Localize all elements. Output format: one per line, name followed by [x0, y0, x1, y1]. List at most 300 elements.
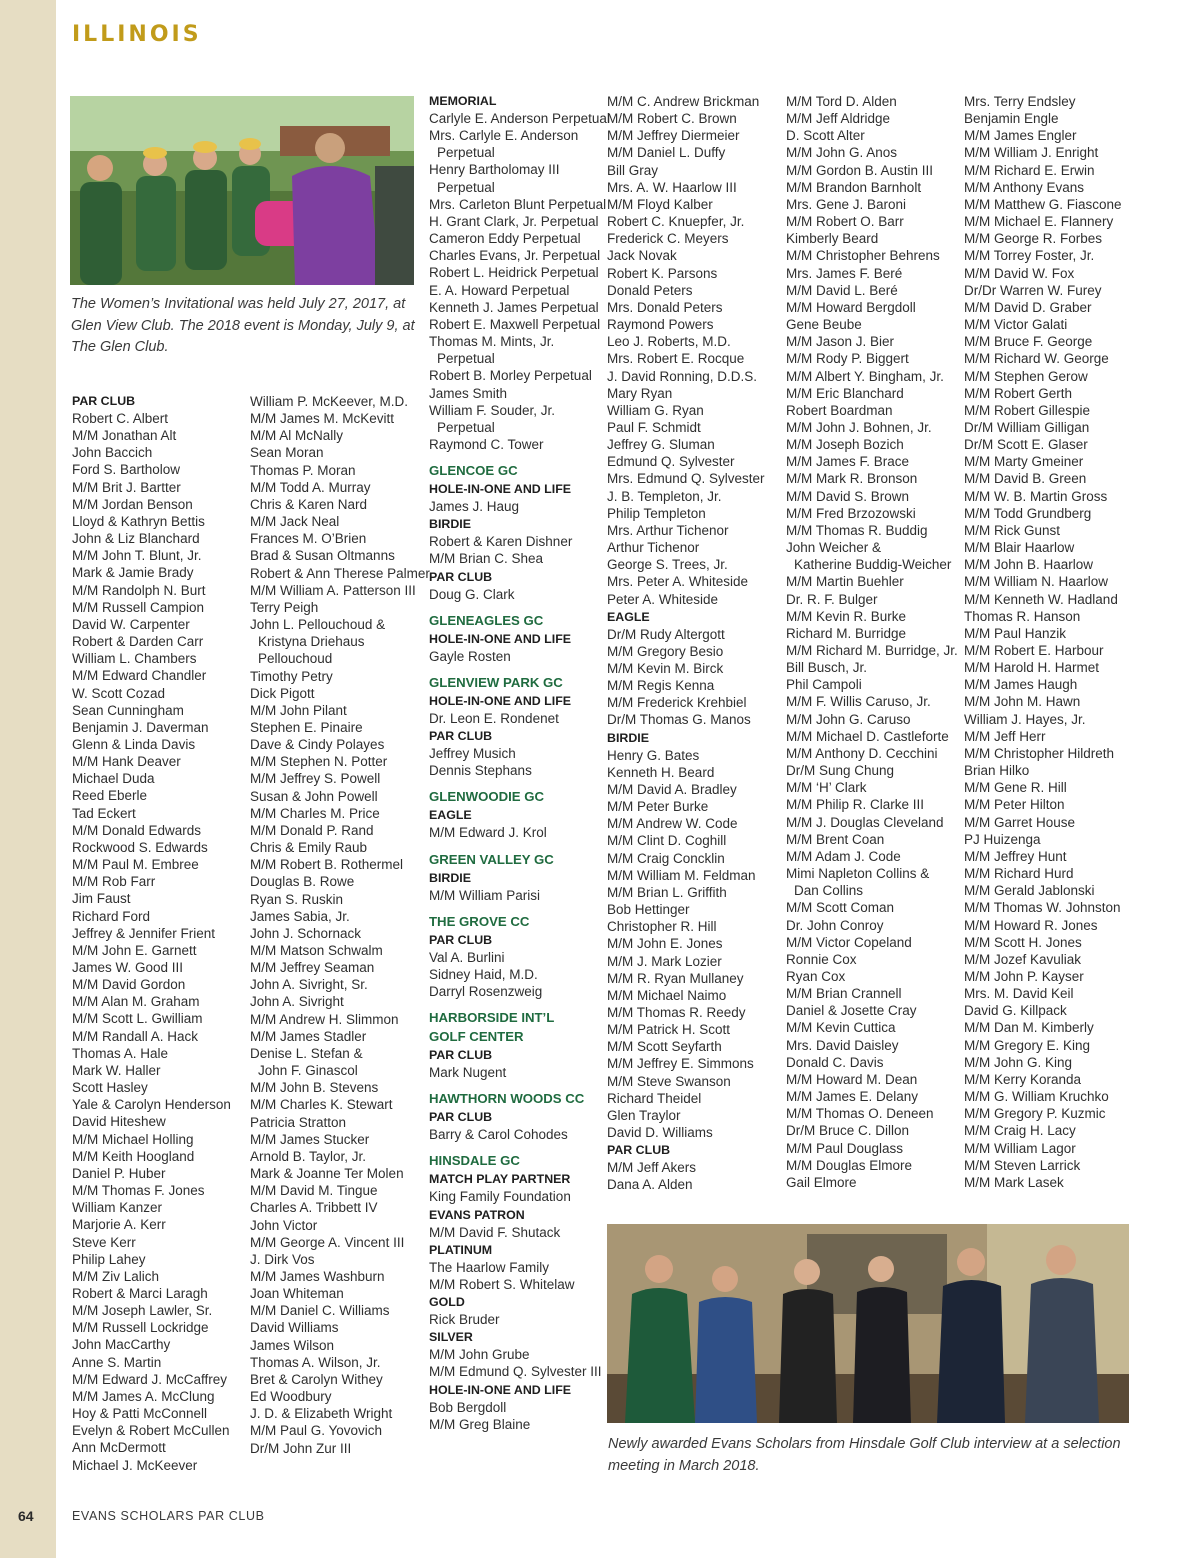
donor-name: John J. Schornack [250, 925, 362, 941]
donor-name: M/M Scott L. Gwilliam [72, 1011, 203, 1027]
donor-name: Ryan S. Ruskin [250, 891, 344, 907]
donor-name: M/M David D. Graber [964, 299, 1092, 315]
donor-name: Dr/M Scott E. Glaser [964, 437, 1088, 453]
donor-name: M/M Daniel L. Duffy [607, 145, 726, 161]
donor-name: M/M Jordan Benson [72, 496, 193, 512]
donor-name: Robert Boardman [786, 402, 893, 418]
donor-name: M/M Christopher Behrens [786, 248, 940, 264]
donor-name: M/M Jack Neal [250, 514, 340, 530]
donor-name: M/M James Washburn [250, 1268, 385, 1284]
donor-name: M/M William N. Haarlow [964, 574, 1109, 590]
donor-name: M/M David W. Fox [964, 265, 1075, 281]
donor-name: M/M David F. Shutack [429, 1224, 561, 1240]
donor-name: M/M Peter Burke [607, 799, 709, 815]
donor-name: M/M Howard M. Dean [786, 1071, 918, 1087]
donor-name-continued: Pellouchoud [258, 651, 333, 667]
donor-name: William P. McKeever, M.D. [250, 394, 409, 409]
donor-name: M/M Rody P. Biggert [786, 351, 909, 367]
club-heading: HAWTHORN WOODS CC [429, 1091, 585, 1107]
donor-name: M/M Ziv Lalich [72, 1268, 160, 1284]
donor-name: M/M Jeffrey E. Simmons [607, 1056, 754, 1072]
donor-name: M/M Michael Naimo [607, 987, 727, 1003]
donor-name: M/M Richard Hurd [964, 866, 1074, 882]
club-heading: HARBORSIDE INT’L [429, 1010, 555, 1026]
donor-name: M/M James F. Brace [786, 454, 910, 470]
donor-name: Patricia Stratton [250, 1114, 347, 1130]
donor-name: M/M Thomas R. Buddig [786, 522, 928, 538]
donor-name: E. A. Howard Perpetual [429, 282, 570, 298]
donor-name: M/M David A. Bradley [607, 781, 737, 797]
donor-name: Glen Traylor [607, 1107, 681, 1123]
category-heading: EVANS PATRON [429, 1207, 525, 1222]
donor-name: M/M Peter Hilton [964, 797, 1065, 813]
donor-name: M/M Marty Gmeiner [964, 454, 1084, 470]
state-title: ILLINOIS [72, 22, 202, 47]
donor-name: Mark & Jamie Brady [72, 565, 194, 581]
donor-name: M/M Patrick H. Scott [607, 1022, 731, 1038]
donor-name: John & Liz Blanchard [72, 531, 200, 547]
donor-name: M/M George R. Forbes [964, 231, 1103, 247]
donor-name: Dr/M William Gilligan [964, 419, 1090, 435]
donor-name-continued: Kristyna Driehaus [258, 634, 365, 650]
donor-name: M/M Philip R. Clarke III [786, 797, 925, 813]
donor-name: M/M John M. Hawn [964, 694, 1081, 710]
donor-name: D. Scott Alter [786, 128, 865, 144]
donor-name: M/M Brian L. Griffith [607, 884, 727, 900]
donor-name: Michael J. McKeever [72, 1457, 198, 1473]
club-heading: GOLF CENTER [429, 1029, 524, 1045]
category-heading: PLATINUM [429, 1242, 493, 1257]
club-heading: GLENWOODIE GC [429, 789, 545, 805]
donor-name: John Weicher & [786, 540, 882, 556]
donor-name: M/M Michael D. Castleforte [786, 728, 949, 744]
donor-name: M/M Jozef Kavuliak [964, 951, 1082, 967]
donor-name: Benjamin Engle [964, 111, 1059, 127]
donor-name: Jeffrey & Jennifer Frient [72, 925, 216, 941]
donor-name: Dave & Cindy Polayes [250, 737, 385, 753]
donor-name: M/M Todd A. Murray [250, 479, 371, 495]
category-heading: PAR CLUB [72, 394, 136, 408]
donor-name: Mrs. Carleton Blunt Perpetual [429, 196, 607, 212]
donor-name: Mrs. Carlyle E. Anderson [429, 128, 579, 144]
donor-name: Raymond Powers [607, 317, 714, 333]
donor-name: M/M John B. Haarlow [964, 557, 1094, 573]
donor-name: Mrs. Arthur Tichenor [607, 522, 729, 538]
donor-name: M/M Gregory P. Kuzmic [964, 1106, 1106, 1122]
donor-name: M/M ‘H’ Clark [786, 780, 867, 796]
donor-name: M/M Joseph Bozich [786, 437, 904, 453]
donor-name: M/M Scott Seyfarth [607, 1039, 722, 1055]
donor-name: Bill Gray [607, 162, 659, 178]
club-heading: GREEN VALLEY GC [429, 851, 554, 867]
donor-name: Christopher R. Hill [607, 919, 717, 935]
womens-invitational-photo [70, 96, 414, 285]
donor-name: M/M Donald P. Rand [250, 822, 374, 838]
donor-name: M/M Gerald Jablonski [964, 883, 1095, 899]
donor-name: M/M Donald Edwards [72, 822, 202, 838]
donor-name: M/M Robert S. Whitelaw [429, 1276, 575, 1292]
donor-name: M/M Matson Schwalm [250, 943, 383, 958]
donor-name: M/M Richard W. George [964, 351, 1109, 367]
donor-name: M/M Paul M. Embree [72, 857, 199, 873]
donor-name: M/M Thomas W. Johnston [964, 900, 1121, 916]
donor-name: Michael Duda [72, 771, 155, 787]
donor-name: M/M Andrew H. Slimmon [250, 1011, 399, 1027]
donor-column-1 [72, 392, 242, 1474]
donor-name: Marjorie A. Kerr [72, 1217, 166, 1233]
donor-name: Thomas A. Hale [72, 1045, 169, 1061]
donor-name: M/M Robert C. Brown [607, 111, 737, 127]
donor-name: M/M G. William Kruchko [964, 1089, 1109, 1105]
donor-name: Donald C. Davis [786, 1054, 884, 1070]
donor-name: Ronnie Cox [786, 951, 857, 967]
donor-name: Raymond C. Tower [429, 436, 544, 452]
donor-name: Stephen E. Pinaire [250, 719, 363, 735]
donor-name: M/M John J. Bohnen, Jr. [786, 419, 932, 435]
category-heading: PAR CLUB [607, 1143, 671, 1158]
donor-name: M/M Christopher Hildreth [964, 745, 1115, 761]
donor-name: Cameron Eddy Perpetual [429, 231, 581, 247]
donor-name: Mark Nugent [429, 1065, 507, 1081]
donor-name: Mrs. Robert E. Rocque [607, 351, 745, 367]
donor-name: John Victor [250, 1217, 318, 1233]
donor-name: M/M Adam J. Code [786, 848, 901, 864]
donor-name: M/M Howard Bergdoll [786, 299, 916, 315]
donor-name: M/M Mark Lasek [964, 1174, 1064, 1190]
donor-name-continued: Dan Collins [794, 883, 864, 899]
donor-name: M/M J. Douglas Cleveland [786, 814, 944, 830]
donor-name: M/M William M. Feldman [607, 867, 756, 883]
donor-name: M/M Todd Grundberg [964, 505, 1092, 521]
donor-name: Bill Busch, Jr. [786, 660, 868, 676]
donor-name: PJ Huizenga [964, 831, 1041, 847]
donor-name: M/M William Parisi [429, 887, 540, 903]
donor-name: Darryl Rosenzweig [429, 984, 543, 999]
donor-name: M/M Kenneth W. Hadland [964, 591, 1118, 607]
donor-name: M/M Alan M. Graham [72, 994, 200, 1010]
photo-illustration [70, 96, 414, 285]
donor-name: Susan & John Powell [250, 788, 378, 804]
donor-name: John A. Sivright, Sr. [250, 977, 368, 993]
donor-name: Evelyn & Robert McCullen [72, 1423, 230, 1439]
donor-name: Hoy & Patti McConnell [72, 1406, 208, 1422]
donor-name: Sidney Haid, M.D. [429, 966, 538, 982]
donor-name: M/M Michael Holling [72, 1131, 194, 1147]
donor-name: M/M Howard R. Jones [964, 917, 1098, 933]
donor-name: M/M John G. King [964, 1054, 1073, 1070]
donor-name: W. Scott Cozad [72, 685, 166, 701]
donor-name: M/M Tord D. Alden [786, 94, 897, 109]
donor-name: Mrs. Peter A. Whiteside [607, 574, 749, 590]
donor-name: Mrs. M. David Keil [964, 986, 1074, 1002]
donor-name: M/M Russell Campion [72, 599, 205, 615]
donor-name: Glenn & Linda Davis [72, 736, 196, 752]
donor-name: Phil Campoli [786, 677, 862, 693]
donor-name: Donald Peters [607, 282, 693, 298]
donor-name: Mrs. James F. Beré [786, 265, 903, 281]
category-heading: SILVER [429, 1330, 473, 1345]
donor-name: Frances M. O’Brien [250, 531, 367, 547]
donor-name: Dr/M John Zur III [250, 1440, 352, 1456]
donor-name: M/M Stephen N. Potter [250, 754, 388, 770]
publication-name: EVANS SCHOLARS PAR CLUB [72, 1509, 265, 1523]
donor-name: Dr/M Bruce C. Dillon [786, 1123, 910, 1139]
donor-name: David Hiteshew [72, 1114, 166, 1130]
club-heading: HINSDALE GC [429, 1153, 520, 1169]
donor-name: M/M Regis Kenna [607, 678, 715, 694]
donor-name: M/M Craig H. Lacy [964, 1123, 1076, 1139]
donor-name: M/M R. Ryan Mullaney [607, 970, 744, 986]
donor-name: Edmund Q. Sylvester [607, 454, 735, 470]
category-heading: HOLE-IN-ONE AND LIFE [429, 482, 572, 497]
category-heading: GOLD [429, 1295, 465, 1310]
donor-name: Mrs. Donald Peters [607, 299, 723, 315]
donor-name: Dr/M Thomas G. Manos [607, 712, 751, 728]
donor-name: M/M Stephen Gerow [964, 368, 1088, 384]
donor-name: John MacCarthy [72, 1337, 171, 1353]
category-heading: PAR CLUB [429, 729, 493, 744]
donor-name: Ryan Cox [786, 968, 846, 984]
donor-name: M/M Thomas O. Deneen [786, 1106, 934, 1122]
donor-name: M/M William J. Enright [964, 145, 1099, 161]
donor-name: Philip Lahey [72, 1251, 146, 1267]
donor-name: Arnold B. Taylor, Jr. [250, 1148, 367, 1164]
category-heading: MATCH PLAY PARTNER [429, 1172, 571, 1187]
donor-name: M/M Gordon B. Austin III [786, 162, 934, 178]
club-heading: GLENEAGLES GC [429, 612, 544, 628]
donor-name: M/M Jeffrey Diermeier [607, 128, 740, 144]
donor-name: Thomas M. Mints, Jr. [429, 334, 555, 350]
donor-name: M/M James Stucker [250, 1131, 370, 1147]
donor-name: Chris & Karen Nard [250, 496, 368, 512]
donor-name: M/M Thomas F. Jones [72, 1183, 205, 1199]
donor-name: M/M Jonathan Alt [72, 428, 177, 444]
donor-name: M/M Anthony Evans [964, 179, 1085, 195]
donor-column-6 [964, 93, 1144, 1191]
donor-name: Thomas R. Hanson [964, 608, 1081, 624]
donor-name: Robert E. Maxwell Perpetual [429, 316, 601, 332]
donor-name: M/M John Pilant [250, 702, 347, 718]
donor-name: Tad Eckert [72, 805, 136, 821]
donor-name: M/M Torrey Foster, Jr. [964, 248, 1095, 264]
donor-name: Mary Ryan [607, 385, 673, 401]
donor-name: Daniel P. Huber [72, 1165, 166, 1181]
donor-name: M/M C. Andrew Brickman [607, 94, 760, 109]
donor-name: Ford S. Bartholow [72, 462, 181, 478]
donor-name: M/M William Lagor [964, 1140, 1076, 1156]
donor-name: Peter A. Whiteside [607, 591, 719, 607]
donor-name: Brian Hilko [964, 763, 1030, 779]
donor-name: M/M Brian Crannell [786, 986, 902, 1002]
category-heading: PAR CLUB [429, 569, 493, 584]
donor-name: Robert & Marci Laragh [72, 1285, 208, 1301]
donor-name: David D. Williams [607, 1125, 713, 1141]
donor-name: Barry & Carol Cohodes [429, 1127, 568, 1143]
donor-name: J. Dirk Vos [250, 1251, 315, 1267]
donor-name: M/M Fred Brzozowski [786, 505, 916, 521]
donor-name: M/M Scott Coman [786, 900, 895, 916]
donor-name: M/M Jeff Akers [607, 1160, 697, 1176]
donor-name: M/M David B. Green [964, 471, 1087, 487]
donor-name: Sean Moran [250, 445, 324, 461]
donor-name-continued: Perpetual [437, 179, 495, 195]
donor-name: Philip Templeton [607, 505, 706, 521]
donor-name: Richard Ford [72, 908, 151, 924]
donor-name: Richard M. Burridge [786, 625, 907, 641]
donor-name: M/M Brian C. Shea [429, 551, 544, 567]
donor-name: Dana A. Alden [607, 1177, 693, 1193]
donor-name: M/M James A. McClung [72, 1388, 215, 1404]
page-number: 64 [18, 1508, 34, 1524]
donor-name: M/M Anthony D. Cecchini [786, 745, 938, 761]
donor-name: Steve Kerr [72, 1234, 136, 1250]
donor-name: M/M Jeff Herr [964, 728, 1046, 744]
donor-name: Ann McDermott [72, 1440, 166, 1456]
donor-name: M/M Brandon Barnholt [786, 179, 922, 195]
donor-name: Jim Faust [72, 891, 131, 907]
donor-name-continued: Perpetual [437, 419, 495, 435]
donor-name: M/M Kevin M. Birck [607, 661, 724, 676]
donor-name: James Wilson [250, 1337, 335, 1353]
donor-name: M/M Kevin R. Burke [786, 608, 907, 624]
donor-name: M/M Charles K. Stewart [250, 1097, 393, 1113]
donor-name: M/M Edward J. McCaffrey [72, 1371, 228, 1387]
club-heading: THE GROVE CC [429, 913, 530, 929]
donor-name: M/M David L. Beré [786, 282, 898, 298]
donor-name: Robert & Darden Carr [72, 634, 204, 650]
donor-name: Mrs. A. W. Haarlow III [607, 179, 737, 195]
donor-name: Thomas A. Wilson, Jr. [250, 1354, 381, 1370]
donor-name: Scott Hasley [72, 1080, 148, 1096]
donor-name: James Smith [429, 385, 508, 401]
donor-name: M/M Douglas Elmore [786, 1157, 913, 1173]
donor-name: Gail Elmore [786, 1174, 857, 1190]
donor-name: M/M Bruce F. George [964, 334, 1093, 350]
donor-name: Paul F. Schmidt [607, 419, 701, 435]
category-heading: MEMORIAL [429, 94, 497, 108]
evans-scholars-photo [607, 1224, 1129, 1423]
donor-name: William L. Chambers [72, 651, 197, 667]
donor-name: Lloyd & Kathryn Bettis [72, 513, 205, 529]
donor-name: Bob Hettinger [607, 902, 690, 918]
donor-name: J. B. Templeton, Jr. [607, 488, 722, 504]
category-heading: HOLE-IN-ONE AND LIFE [429, 693, 572, 708]
donor-name: M/M Joseph Lawler, Sr. [72, 1303, 213, 1319]
donor-name: M/M Michael E. Flannery [964, 214, 1114, 230]
donor-name: J. D. & Elizabeth Wright [250, 1406, 393, 1422]
donor-name: Chris & Emily Raub [250, 840, 368, 856]
donor-name: The Haarlow Family [429, 1259, 550, 1275]
donor-name: M/M Hank Deaver [72, 754, 181, 770]
donor-name: M/M Paul Hanzik [964, 625, 1067, 641]
donor-name: M/M John B. Stevens [250, 1080, 379, 1096]
category-heading: EAGLE [607, 609, 650, 624]
donor-name: Henry G. Bates [607, 747, 700, 763]
donor-name: M/M James M. McKevitt [250, 411, 395, 427]
donor-name: M/M Victor Galati [964, 317, 1068, 333]
donor-name: M/M Randolph N. Burt [72, 582, 206, 598]
donor-name: M/M Gregory Besio [607, 643, 724, 659]
category-heading: BIRDIE [429, 870, 471, 885]
donor-name: M/M James E. Delany [786, 1089, 919, 1105]
donor-name: Dennis Stephans [429, 763, 532, 779]
donor-name: Mrs. Gene J. Baroni [786, 196, 907, 212]
donor-name: Rockwood S. Edwards [72, 839, 208, 855]
category-heading: HOLE-IN-ONE AND LIFE [429, 631, 572, 646]
donor-name: Mimi Napleton Collins & [786, 866, 930, 882]
donor-name: M/M John G. Anos [786, 145, 898, 161]
donor-name: Robert K. Parsons [607, 265, 718, 281]
donor-name: M/M Andrew W. Code [607, 816, 738, 832]
donor-name: David Williams [250, 1320, 339, 1336]
donor-column-2 [250, 393, 430, 1457]
donor-name: M/M William A. Patterson III [250, 582, 416, 598]
donor-name: M/M Richard E. Erwin [964, 162, 1095, 178]
donor-name: M/M Matthew G. Fiascone [964, 196, 1122, 212]
donor-name: Henry Bartholomay III [429, 162, 560, 178]
donor-name: Val A. Burlini [429, 949, 505, 965]
donor-name: Dr/M Sung Chung [786, 763, 895, 779]
donor-name: Robert B. Morley Perpetual [429, 368, 592, 384]
donor-name: Dr/Dr Warren W. Furey [964, 282, 1102, 298]
donor-name: M/M Rob Farr [72, 874, 156, 890]
donor-name: M/M Daniel C. Williams [250, 1303, 390, 1319]
donor-name: M/M John E. Garnett [72, 942, 197, 958]
donor-name: Anne S. Martin [72, 1354, 162, 1370]
donor-column-5 [786, 93, 958, 1191]
donor-name: Rick Bruder [429, 1312, 500, 1328]
donor-name: Ed Woodbury [250, 1389, 332, 1405]
donor-name: Mrs. David Daisley [786, 1037, 899, 1053]
donor-name: M/M Brent Coan [786, 831, 885, 847]
donor-name: Mark & Joanne Ter Molen [250, 1166, 404, 1182]
donor-name: M/M Robert Gillespie [964, 402, 1091, 418]
donor-name: M/M Paul G. Yovovich [250, 1423, 383, 1439]
donor-name-continued: John F. Ginascol [258, 1063, 358, 1079]
donor-name: M/M Frederick Krehbiel [607, 695, 747, 711]
donor-name: Robert L. Heidrick Perpetual [429, 265, 599, 281]
donor-name: Timothy Petry [250, 668, 333, 684]
donor-name: David G. Killpack [964, 1003, 1067, 1019]
donor-name: M/M Jeffrey Hunt [964, 848, 1067, 864]
club-heading: GLENCOE GC [429, 463, 518, 479]
donor-name: M/M Jeffrey Seaman [250, 960, 375, 976]
donor-name: Dr. John Conroy [786, 917, 884, 933]
donor-name: M/M Robert O. Barr [786, 214, 904, 230]
donor-name: James Sabia, Jr. [250, 908, 350, 924]
donor-name: M/M John Grube [429, 1347, 530, 1363]
club-heading: GLENVIEW PARK GC [429, 674, 563, 690]
category-heading: BIRDIE [607, 730, 649, 745]
donor-name: M/M Blair Haarlow [964, 540, 1075, 556]
donor-name: M/M Dan M. Kimberly [964, 1020, 1094, 1036]
donor-name: John A. Sivright [250, 994, 344, 1010]
donor-name: Bret & Carolyn Withey [250, 1371, 383, 1387]
donor-name: M/M David Gordon [72, 977, 186, 993]
donor-name: Reed Eberle [72, 788, 148, 804]
donor-name: M/M Randall A. Hack [72, 1028, 199, 1044]
donor-name: Charles A. Tribbett IV [250, 1200, 378, 1216]
donor-name: Jack Novak [607, 248, 677, 264]
donor-name: M/M Keith Hoogland [72, 1148, 195, 1164]
donor-name: Mark W. Haller [72, 1062, 161, 1078]
donor-name: Dick Pigott [250, 685, 315, 701]
donor-name: Thomas P. Moran [250, 462, 356, 478]
donor-name: Joan Whiteman [250, 1286, 344, 1302]
donor-name: King Family Foundation [429, 1189, 571, 1205]
donor-name: M/M Richard M. Burridge, Jr. [786, 643, 958, 658]
donor-name: Robert & Karen Dishner [429, 534, 573, 550]
